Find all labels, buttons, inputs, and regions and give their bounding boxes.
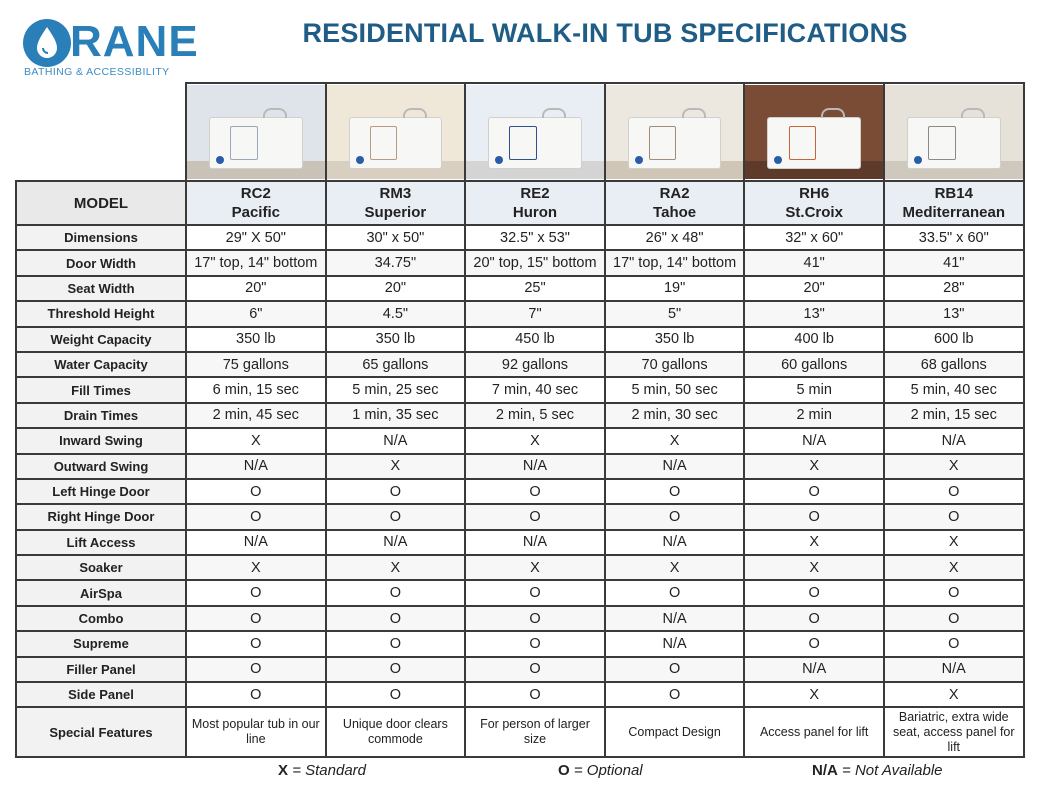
tub-door bbox=[928, 126, 955, 160]
feature-cell: Access panel for lift bbox=[744, 707, 884, 757]
table-cell: X bbox=[186, 555, 326, 580]
table-cell: O bbox=[884, 504, 1024, 529]
table-row bbox=[16, 657, 1024, 682]
table-cell: O bbox=[605, 504, 745, 529]
table-cell: 5 min, 25 sec bbox=[326, 377, 466, 402]
model-code: RC2 bbox=[240, 185, 271, 202]
table-cell: O bbox=[465, 504, 605, 529]
walk-in-tub-icon bbox=[209, 117, 303, 169]
table-cell: 13" bbox=[744, 301, 884, 326]
table-cell: 17" top, 14" bottom bbox=[605, 250, 745, 275]
table-cell: O bbox=[465, 479, 605, 504]
table-cell: 41" bbox=[744, 250, 884, 275]
row-label: Filler Panel bbox=[16, 657, 186, 682]
tub-photo-image bbox=[606, 85, 744, 179]
table-cell: 400 lb bbox=[744, 327, 884, 352]
row-label: Combo bbox=[16, 606, 186, 631]
row-label: Dimensions bbox=[16, 225, 186, 250]
table-cell: 33.5" x 60" bbox=[884, 225, 1024, 250]
table-cell: 2 min, 45 sec bbox=[186, 403, 326, 428]
table-cell: 32" x 60" bbox=[744, 225, 884, 250]
table-cell: 75 gallons bbox=[186, 352, 326, 377]
table-cell: O bbox=[186, 504, 326, 529]
table-row bbox=[16, 403, 1024, 428]
table-cell: O bbox=[326, 606, 466, 631]
table-cell: X bbox=[744, 530, 884, 555]
model-header bbox=[186, 181, 326, 225]
table-cell: 68 gallons bbox=[884, 352, 1024, 377]
row-label: Left Hinge Door bbox=[16, 479, 186, 504]
table-cell: O bbox=[744, 504, 884, 529]
model-header-row bbox=[16, 181, 1024, 225]
table-cell: 26" x 48" bbox=[605, 225, 745, 250]
model-header bbox=[465, 181, 605, 225]
walk-in-tub-icon bbox=[349, 117, 443, 169]
row-label: Soaker bbox=[16, 555, 186, 580]
page-title: RESIDENTIAL WALK-IN TUB SPECIFICATIONS bbox=[302, 18, 908, 48]
photo-row bbox=[16, 83, 1024, 181]
table-cell: N/A bbox=[186, 454, 326, 479]
table-cell: O bbox=[605, 657, 745, 682]
row-label: Lift Access bbox=[16, 530, 186, 555]
table-cell: O bbox=[465, 631, 605, 656]
table-cell: O bbox=[186, 682, 326, 707]
row-label: Weight Capacity bbox=[16, 327, 186, 352]
table-cell: O bbox=[884, 580, 1024, 605]
row-label: Side Panel bbox=[16, 682, 186, 707]
model-header bbox=[326, 181, 466, 225]
table-row bbox=[16, 327, 1024, 352]
table-row bbox=[16, 530, 1024, 555]
table-cell: 28" bbox=[884, 276, 1024, 301]
brand-badge-icon bbox=[216, 156, 224, 164]
tub-door bbox=[649, 126, 676, 160]
table-cell: 65 gallons bbox=[326, 352, 466, 377]
table-cell: 350 lb bbox=[186, 327, 326, 352]
walk-in-tub-icon bbox=[907, 117, 1001, 169]
tub-photo bbox=[465, 83, 605, 181]
table-cell: 2 min, 30 sec bbox=[605, 403, 745, 428]
table-cell: 20" bbox=[326, 276, 466, 301]
table-row bbox=[16, 276, 1024, 301]
table-cell: N/A bbox=[884, 428, 1024, 453]
row-label: Outward Swing bbox=[16, 454, 186, 479]
model-code: RE2 bbox=[520, 185, 550, 202]
table-cell: 7 min, 40 sec bbox=[465, 377, 605, 402]
table-cell: X bbox=[884, 555, 1024, 580]
table-cell: O bbox=[326, 580, 466, 605]
tub-photo bbox=[744, 83, 884, 181]
table-cell: X bbox=[186, 428, 326, 453]
table-cell: X bbox=[884, 454, 1024, 479]
table-cell: O bbox=[465, 580, 605, 605]
table-cell: N/A bbox=[465, 454, 605, 479]
table-cell: O bbox=[326, 479, 466, 504]
table-cell: N/A bbox=[744, 428, 884, 453]
tub-photo-image bbox=[745, 85, 883, 179]
row-label: Water Capacity bbox=[16, 352, 186, 377]
table-cell: X bbox=[884, 682, 1024, 707]
photo-row-blank bbox=[16, 83, 186, 181]
table-row bbox=[16, 682, 1024, 707]
table-cell: O bbox=[326, 682, 466, 707]
table-row bbox=[16, 352, 1024, 377]
brand-badge-icon bbox=[635, 156, 643, 164]
table-cell: O bbox=[465, 606, 605, 631]
table-cell: 2 min, 15 sec bbox=[884, 403, 1024, 428]
table-row bbox=[16, 225, 1024, 250]
table-cell: 5 min, 40 sec bbox=[884, 377, 1024, 402]
table-row bbox=[16, 301, 1024, 326]
model-code: RH6 bbox=[799, 185, 830, 202]
table-cell: 13" bbox=[884, 301, 1024, 326]
row-label: Supreme bbox=[16, 631, 186, 656]
legend bbox=[0, 762, 1037, 782]
table-cell: X bbox=[465, 428, 605, 453]
table-cell: 41" bbox=[884, 250, 1024, 275]
tub-photo bbox=[186, 83, 326, 181]
table-cell: X bbox=[744, 454, 884, 479]
row-label: AirSpa bbox=[16, 580, 186, 605]
table-cell: 2 min bbox=[744, 403, 884, 428]
table-cell: O bbox=[326, 504, 466, 529]
table-cell: 60 gallons bbox=[744, 352, 884, 377]
walk-in-tub-icon bbox=[488, 117, 582, 169]
table-cell: X bbox=[744, 682, 884, 707]
faucet-icon bbox=[961, 108, 985, 118]
table-cell: O bbox=[186, 606, 326, 631]
row-label: Door Width bbox=[16, 250, 186, 275]
table-row bbox=[16, 580, 1024, 605]
feature-cell: Most popular tub in our line bbox=[186, 707, 326, 757]
faucet-icon bbox=[682, 108, 706, 118]
table-cell: 92 gallons bbox=[465, 352, 605, 377]
table-cell: O bbox=[326, 657, 466, 682]
legend-text: = Not Available bbox=[842, 762, 943, 779]
legend-symbol: X bbox=[278, 762, 289, 779]
table-cell: O bbox=[605, 479, 745, 504]
legend-symbol: O bbox=[558, 762, 570, 779]
table-cell: O bbox=[465, 682, 605, 707]
feature-cell: For person of larger size bbox=[465, 707, 605, 757]
table-cell: 17" top, 14" bottom bbox=[186, 250, 326, 275]
feature-cell: Compact Design bbox=[605, 707, 745, 757]
table-cell: O bbox=[186, 580, 326, 605]
tub-door bbox=[509, 126, 536, 160]
table-cell: X bbox=[326, 555, 466, 580]
row-label: Right Hinge Door bbox=[16, 504, 186, 529]
tub-door bbox=[789, 126, 816, 160]
legend-item-optional bbox=[558, 762, 643, 779]
table-cell: 6 min, 15 sec bbox=[186, 377, 326, 402]
brand-tagline: BATHING & ACCESSIBILITY bbox=[24, 66, 170, 78]
tub-photo-image bbox=[885, 85, 1023, 179]
table-cell: 19" bbox=[605, 276, 745, 301]
table-cell: 1 min, 35 sec bbox=[326, 403, 466, 428]
table-cell: N/A bbox=[884, 657, 1024, 682]
table-cell: O bbox=[884, 479, 1024, 504]
table-cell: 20" bbox=[186, 276, 326, 301]
table-cell: O bbox=[744, 479, 884, 504]
table-cell: N/A bbox=[605, 454, 745, 479]
table-cell: 32.5" x 53" bbox=[465, 225, 605, 250]
table-cell: N/A bbox=[326, 530, 466, 555]
table-cell: 20" top, 15" bottom bbox=[465, 250, 605, 275]
table-cell: N/A bbox=[605, 530, 745, 555]
brand-badge-icon bbox=[914, 156, 922, 164]
brand-badge-icon bbox=[774, 156, 782, 164]
table-cell: 25" bbox=[465, 276, 605, 301]
table-cell: X bbox=[744, 555, 884, 580]
special-features-row bbox=[16, 707, 1024, 757]
table-cell: 5" bbox=[605, 301, 745, 326]
table-row bbox=[16, 250, 1024, 275]
table-cell: 350 lb bbox=[605, 327, 745, 352]
legend-item-not-available bbox=[812, 762, 943, 779]
walk-in-tub-icon bbox=[767, 117, 861, 169]
feature-cell: Unique door clears commode bbox=[326, 707, 466, 757]
tub-photo bbox=[884, 83, 1024, 181]
row-label: Drain Times bbox=[16, 403, 186, 428]
table-cell: O bbox=[744, 580, 884, 605]
table-cell: O bbox=[465, 657, 605, 682]
table-cell: X bbox=[605, 555, 745, 580]
model-header-label: MODEL bbox=[16, 181, 186, 225]
table-cell: N/A bbox=[605, 606, 745, 631]
legend-text: = Standard bbox=[292, 762, 366, 779]
table-cell: O bbox=[186, 631, 326, 656]
faucet-icon bbox=[403, 108, 427, 118]
table-cell: 70 gallons bbox=[605, 352, 745, 377]
row-label: Seat Width bbox=[16, 276, 186, 301]
legend-item-standard bbox=[278, 762, 366, 779]
faucet-icon bbox=[821, 108, 845, 118]
faucet-icon bbox=[263, 108, 287, 118]
table-cell: 450 lb bbox=[465, 327, 605, 352]
tub-door bbox=[370, 126, 397, 160]
model-name: Mediterranean bbox=[902, 204, 1006, 221]
table-cell: O bbox=[186, 479, 326, 504]
table-cell: N/A bbox=[186, 530, 326, 555]
walk-in-tub-icon bbox=[628, 117, 722, 169]
model-code: RB14 bbox=[934, 185, 973, 202]
table-cell: N/A bbox=[326, 428, 466, 453]
brand-logo bbox=[20, 16, 199, 82]
tub-photo-image bbox=[466, 85, 604, 179]
model-name: Tahoe bbox=[653, 204, 697, 221]
table-cell: O bbox=[326, 631, 466, 656]
table-cell: 7" bbox=[465, 301, 605, 326]
table-cell: 29" X 50" bbox=[186, 225, 326, 250]
table-cell: X bbox=[884, 530, 1024, 555]
model-code: RA2 bbox=[659, 185, 690, 202]
table-cell: N/A bbox=[465, 530, 605, 555]
table-cell: N/A bbox=[605, 631, 745, 656]
table-row bbox=[16, 555, 1024, 580]
brand-name: RANE bbox=[70, 17, 199, 66]
model-name: Superior bbox=[364, 204, 427, 221]
table-cell: X bbox=[326, 454, 466, 479]
legend-symbol: N/A bbox=[812, 762, 838, 779]
faucet-icon bbox=[542, 108, 566, 118]
table-cell: O bbox=[884, 606, 1024, 631]
table-cell: O bbox=[186, 657, 326, 682]
table-row bbox=[16, 454, 1024, 479]
table-cell: O bbox=[605, 682, 745, 707]
table-cell: 350 lb bbox=[326, 327, 466, 352]
table-row bbox=[16, 377, 1024, 402]
spec-table bbox=[15, 82, 1025, 758]
tub-photo-image bbox=[187, 85, 325, 179]
row-label: Fill Times bbox=[16, 377, 186, 402]
model-header bbox=[884, 181, 1024, 225]
feature-cell: Bariatric, extra wide seat, access panel for lift bbox=[884, 707, 1024, 757]
table-row bbox=[16, 479, 1024, 504]
table-cell: O bbox=[605, 580, 745, 605]
row-label: Special Features bbox=[16, 707, 186, 757]
tub-photo bbox=[605, 83, 745, 181]
table-cell: N/A bbox=[744, 657, 884, 682]
table-cell: O bbox=[744, 606, 884, 631]
table-row bbox=[16, 428, 1024, 453]
table-cell: X bbox=[465, 555, 605, 580]
table-cell: 2 min, 5 sec bbox=[465, 403, 605, 428]
table-cell: 6" bbox=[186, 301, 326, 326]
table-cell: 20" bbox=[744, 276, 884, 301]
table-cell: 5 min bbox=[744, 377, 884, 402]
water-drop-logo-icon bbox=[22, 18, 72, 68]
tub-photo bbox=[326, 83, 466, 181]
legend-text: = Optional bbox=[573, 762, 643, 779]
table-row bbox=[16, 631, 1024, 656]
table-row bbox=[16, 504, 1024, 529]
table-cell: 34.75" bbox=[326, 250, 466, 275]
table-cell: 600 lb bbox=[884, 327, 1024, 352]
brand-badge-icon bbox=[495, 156, 503, 164]
model-name: Huron bbox=[512, 204, 558, 221]
model-code: RM3 bbox=[379, 185, 412, 202]
tub-photo-image bbox=[327, 85, 465, 179]
table-cell: O bbox=[744, 631, 884, 656]
brand-badge-icon bbox=[356, 156, 364, 164]
model-name: St.Croix bbox=[785, 204, 843, 221]
model-name: Pacific bbox=[231, 204, 280, 221]
table-cell: 4.5" bbox=[326, 301, 466, 326]
table-cell: X bbox=[605, 428, 745, 453]
model-header bbox=[605, 181, 745, 225]
table-cell: O bbox=[884, 631, 1024, 656]
table-row bbox=[16, 606, 1024, 631]
row-label: Inward Swing bbox=[16, 428, 186, 453]
model-header bbox=[744, 181, 884, 225]
table-cell: 30" x 50" bbox=[326, 225, 466, 250]
tub-door bbox=[230, 126, 257, 160]
row-label: Threshold Height bbox=[16, 301, 186, 326]
table-cell: 5 min, 50 sec bbox=[605, 377, 745, 402]
